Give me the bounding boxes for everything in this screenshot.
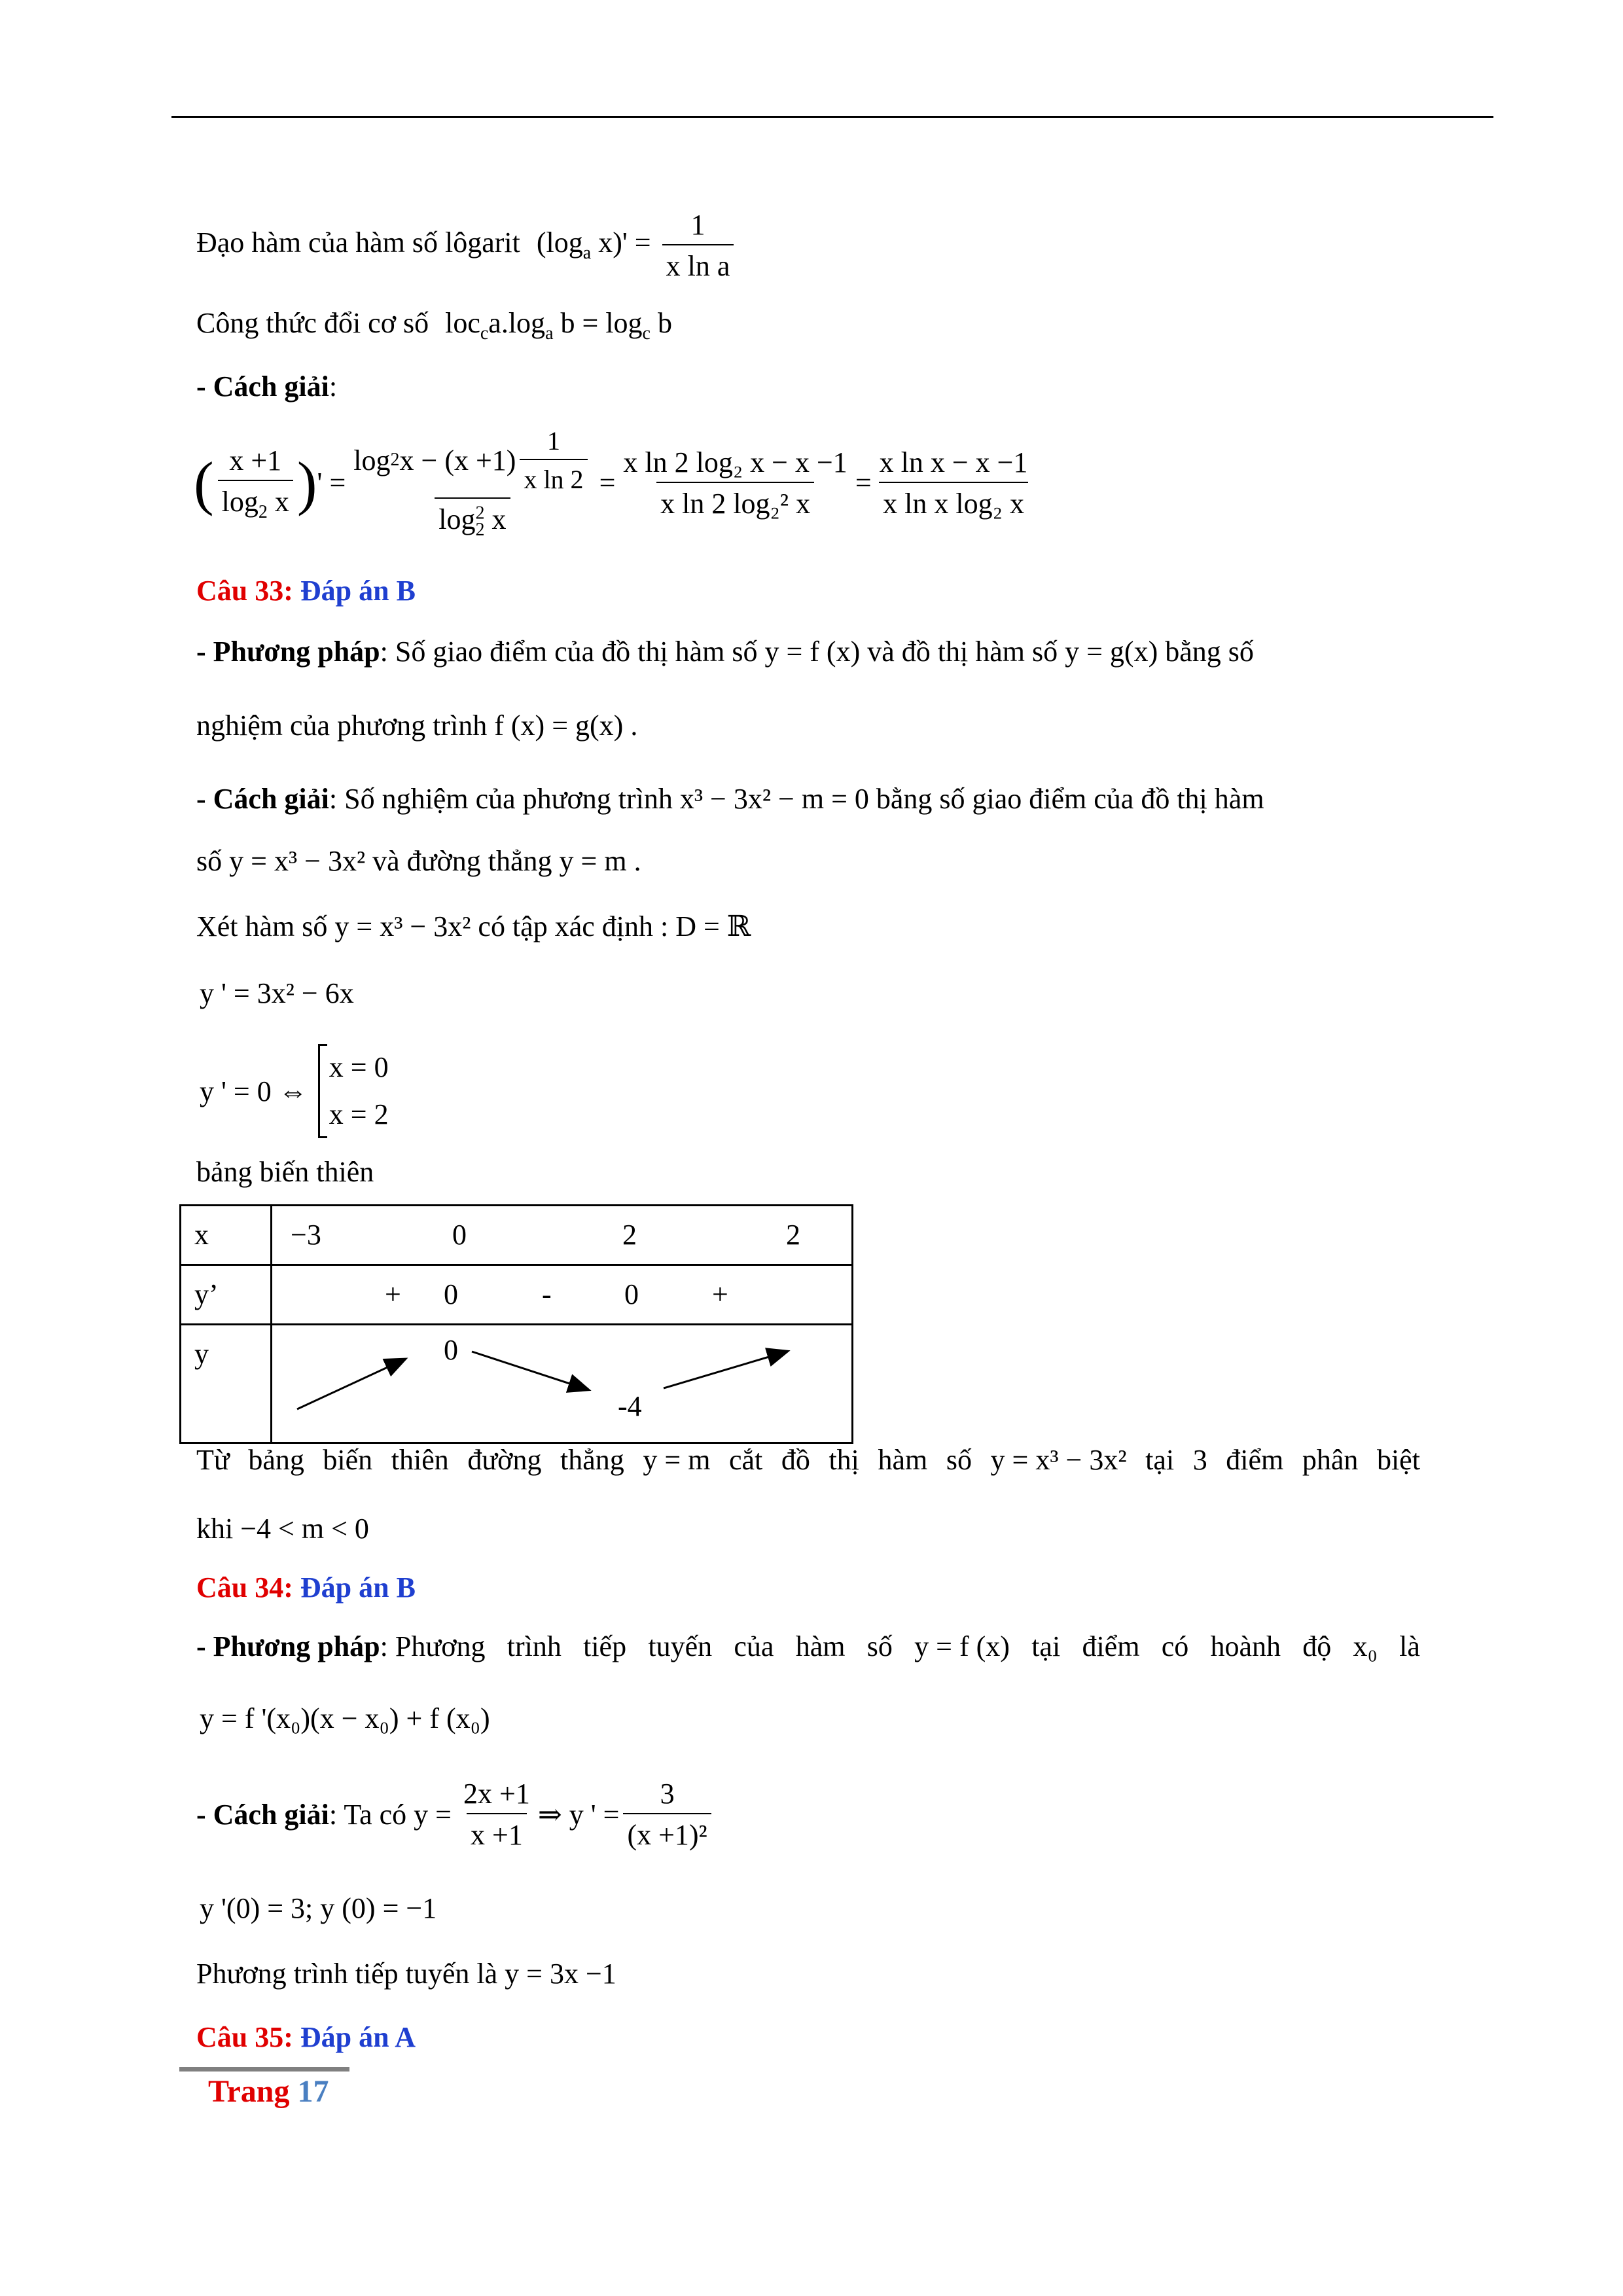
conclusion-word: tại <box>1145 1444 1175 1476</box>
q34-method-label: - Phương pháp <box>196 1630 380 1662</box>
dy-sign-1: + <box>385 1278 401 1310</box>
y-min: -4 <box>618 1390 642 1422</box>
method-word: hàm <box>795 1630 846 1662</box>
x-val-1: −3 <box>291 1219 321 1251</box>
method-word: độ <box>1302 1630 1332 1662</box>
q33-consider: Xét hàm số y = x³ − 3x² có tập xác định : D = ℝ <box>196 910 751 942</box>
q35-heading: Câu 35: Đáp án A <box>196 2021 416 2053</box>
method-word: số <box>866 1630 893 1662</box>
conclusion-word: y = x³ − 3x² <box>990 1444 1127 1476</box>
formula-frac-4: $\frac{\text{x ln x − x −1}}{\text{x ln x log₂ x}}$ <box>879 446 1028 520</box>
conclusion-word: điểm <box>1226 1444 1284 1476</box>
dy-sign-2: - <box>542 1278 552 1310</box>
method-word: của <box>734 1630 774 1662</box>
variation-arrows <box>272 1325 851 1442</box>
method-word: là <box>1399 1630 1420 1662</box>
formula-frac-1: $\frac{x +1}{\log_2 x}$ <box>218 444 293 523</box>
conclusion-word: thiên <box>391 1444 449 1476</box>
formula-frac-2: log 2 x − (x +1) $\frac{1}{\text{x ln 2}}$ $\log^2_2 x$ <box>349 425 595 541</box>
q33-derivative: y ' = 3x² − 6x <box>200 977 354 1009</box>
conclusion-word: biến <box>323 1444 373 1476</box>
dy-zero-1: 0 <box>444 1278 458 1310</box>
q34-tangent-formula: y = f '(x₀)(x − x₀) + f (x₀) <box>200 1702 490 1734</box>
q33-conclusion-2: khi −4 < m < 0 <box>196 1513 369 1545</box>
row-y-label: y <box>194 1338 209 1370</box>
conclusion-word: phân <box>1302 1444 1359 1476</box>
conclusion-word: 3 <box>1192 1444 1207 1476</box>
q34-method <box>196 1630 1420 1663</box>
q34-result: Phương trình tiếp tuyến là y = 3x −1 <box>196 1958 616 1990</box>
method-word: : Phương <box>380 1630 486 1662</box>
conclusion-word: thẳng <box>560 1444 624 1476</box>
q33-conclusion <box>196 1443 1420 1477</box>
conclusion-word: bảng <box>248 1444 304 1476</box>
conclusion-word: hàm <box>878 1444 928 1476</box>
method-word: tuyến <box>648 1630 713 1662</box>
method-word: tại <box>1031 1630 1061 1662</box>
deriv-log-fraction: $\frac{1}{\text{x ln a}}$ <box>662 208 734 283</box>
conclusion-word: cắt <box>729 1444 763 1476</box>
method-word: có <box>1161 1630 1189 1662</box>
header-rule <box>171 116 1493 118</box>
cach-giai-1: - Cách giải: <box>196 370 338 403</box>
q33-solve: - Cách giải: Số nghiệm của phương trình x³ − 3x² − m = 0 bằng số giao điểm của đồ thị hàm <box>196 783 1264 815</box>
formula-frac-3: $\frac{\text{x ln 2 log₂ x − x −1}}{\text{x ln 2 log₂² x}}$ <box>623 446 847 520</box>
conclusion-word: biệt <box>1376 1444 1420 1476</box>
arrow-up-2 <box>664 1352 787 1388</box>
method-word: x₀ <box>1353 1630 1378 1662</box>
variation-table <box>179 1204 853 1444</box>
q33-method-2: nghiệm của phương trình f (x) = g(x) . <box>196 709 638 742</box>
conclusion-word: thị <box>829 1444 859 1476</box>
method-word: điểm <box>1082 1630 1140 1662</box>
footer-rule <box>179 2067 349 2072</box>
conclusion-word: số <box>946 1444 972 1476</box>
q33-heading: Câu 33: Đáp án B <box>196 575 416 607</box>
q34-heading: Câu 34: Đáp án B <box>196 1571 416 1604</box>
method-word: hoành <box>1210 1630 1281 1662</box>
x-val-2: 0 <box>452 1219 467 1251</box>
q33-method: - Phương pháp: Số giao điểm của đồ thị hàm số y = f (x) và đồ thị hàm số y = g(x) bằng số <box>196 636 1254 668</box>
root-2: x = 2 <box>329 1098 389 1130</box>
q34-values: y '(0) = 3; y (0) = −1 <box>200 1892 437 1924</box>
deriv-log-lhs: ($\log_a$ x)' = <box>536 226 651 263</box>
change-base-text: Công thức đổi cơ số <box>196 307 429 339</box>
conclusion-word: Từ <box>196 1444 230 1476</box>
arrow-down <box>472 1352 588 1390</box>
deriv-log-text: Đạo hàm của hàm số lôgarit <box>196 226 520 259</box>
q33-solve-2: số y = x³ − 3x² và đường thẳng y = m . <box>196 845 641 877</box>
page-number: 17 <box>297 2074 329 2109</box>
page-footer <box>208 2073 329 2109</box>
root-1: x = 0 <box>329 1051 389 1083</box>
y-max: 0 <box>444 1334 458 1366</box>
arrow-up-1 <box>297 1359 404 1409</box>
footer-word: Trang <box>208 2074 290 2109</box>
change-base-formula: $loc_ca.\log_a$ $b = \log_c b$ <box>445 307 672 344</box>
dy-sign-3: + <box>712 1278 728 1310</box>
conclusion-word: y = m <box>643 1444 711 1476</box>
x-val-3: 2 <box>622 1219 637 1251</box>
formula-quotient-derivative: ( $\frac{x +1}{\log_2 x}$ ) ' = log 2 x − (x +1) $\frac{1}{\text{x ln 2}}$ $\log^2_2 x$ = $\frac{\text{x ln 2 log₂ x − x −1}}{\text{x ln 2 log₂² x}}$ = $\frac{\text{x ln x − x −1}}{\text{x ln x log₂ x}}$ <box>194 425 1036 541</box>
table-title: bảng biến thiên <box>196 1156 374 1188</box>
dy-zero-2: 0 <box>624 1278 639 1310</box>
x-val-4: 2 <box>786 1219 800 1251</box>
conclusion-word: đồ <box>781 1444 810 1476</box>
method-word: y = f (x) <box>914 1630 1010 1662</box>
deriv-log-line <box>196 208 738 283</box>
method-word: tiếp <box>583 1630 627 1662</box>
change-base-line <box>196 306 672 344</box>
q34-frac-1: $\frac{2x +1}{x +1}$ <box>463 1778 530 1851</box>
q34-solve: - Cách giải : Ta có y = $\frac{2x +1}{x +1}$ ⇒ y ' = $\frac{3}{\text{(x +1)²}}$ <box>196 1777 715 1852</box>
q33-roots: y ' = 0 ⇔ x = 0 x = 2 <box>200 1044 389 1138</box>
row-dy-label: y’ <box>194 1278 219 1310</box>
q34-frac-2: $\frac{3}{\text{(x +1)²}}$ <box>623 1777 711 1852</box>
row-x-label: x <box>194 1219 209 1251</box>
conclusion-word: đường <box>467 1444 542 1476</box>
method-word: trình <box>507 1630 562 1662</box>
